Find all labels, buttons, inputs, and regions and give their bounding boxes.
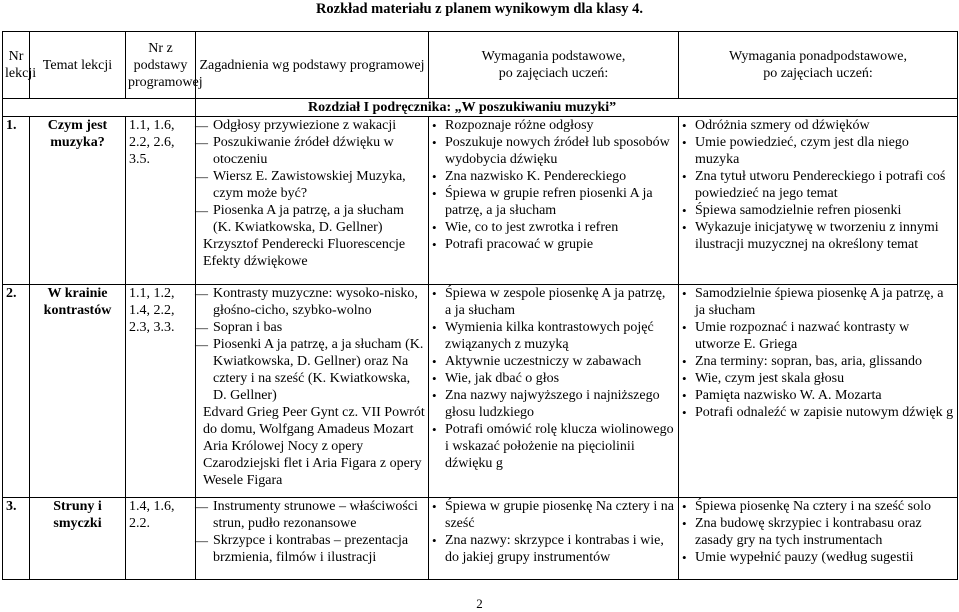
requirement-item: • Śpiewa samodzielnie refren piosenki [682, 202, 954, 219]
requirement-item: • Umie wypełnić pauzy (według sugestii [682, 549, 954, 566]
requirement-item: • Umie powiedzieć, czym jest dla niego muzyka [682, 134, 954, 168]
basic-requirements-list [432, 498, 675, 566]
topics-list [199, 117, 425, 270]
topic-item: — Piosenka A ja patrzę, a ja słucham (K. Kwiatkowska, D. Gellner) [199, 202, 425, 236]
requirement-item: • Zna tytuł utworu Pendereckiego i potrafi coś powiedzieć na jego temat [682, 168, 954, 202]
topic-item: Efekty dźwiękowe [203, 254, 308, 269]
requirement-item: • Wie, co to jest zwrotka i refren [432, 219, 675, 236]
basic-requirements-cell [429, 117, 679, 285]
requirement-item: • Zna budowę skrzypiec i kontrabasu oraz zasady gry na tych instrumentach [682, 515, 954, 549]
section-row [3, 99, 958, 117]
lesson-number-cell: 3. [3, 498, 30, 580]
lesson-plan-table [2, 31, 958, 580]
topics-list [199, 285, 425, 489]
table-row [3, 498, 958, 580]
advanced-requirements-cell [679, 117, 958, 285]
topic-item: — Kontrasty muzyczne: wysoko-nisko, głośno-cicho, szybko-wolno [199, 285, 425, 319]
basic-requirements-cell [429, 285, 679, 498]
topics-list [199, 498, 425, 566]
header-row [3, 32, 958, 99]
requirement-item: • Zna nazwisko K. Pendereckiego [432, 168, 675, 185]
requirement-item: • Śpiewa piosenkę Na cztery i na sześć solo [682, 498, 954, 515]
advanced-requirements-list [682, 285, 954, 421]
header-podstawowe [429, 32, 679, 99]
document-title: Rozkład materiału z planem wynikowym dla klasy 4. [315, 1, 644, 17]
header-podstawowe-line2: po zajęciach uczeń: [498, 66, 609, 81]
topics-cell [196, 498, 429, 580]
requirement-item: • Umie rozpoznać i nazwać kontrasty w utworze E. Griega [682, 319, 954, 353]
program-reference-cell: 1.1, 1.2, 1.4, 2.2, 2.3, 3.3. [126, 285, 196, 498]
topic-item: Edvard Grieg Peer Gynt cz. VII Powrót do domu, Wolfgang Amadeus Mozart Aria Królowej Nocy z opery Czarodziejski flet i Aria Figara z opery Wesele Figara [203, 405, 425, 488]
basic-requirements-list [432, 285, 675, 472]
requirement-item: • Odróżnia szmery od dźwięków [682, 117, 954, 134]
header-ponad-line2: po zajęciach uczeń: [763, 66, 873, 81]
requirement-item: • Śpiewa w zespole piosenkę A ja patrzę, a ja słucham [432, 285, 675, 319]
requirement-item: • Wie, czym jest skala głosu [682, 370, 954, 387]
topic-item: — Sopran i bas [199, 319, 425, 336]
advanced-requirements-list [682, 117, 954, 253]
topic-item: — Poszukiwanie źródeł dźwięku w otoczeniu [199, 134, 425, 168]
header-nr-lekcji: Nr lekcji [3, 32, 30, 99]
requirement-item: • Potrafi pracować w grupie [432, 236, 675, 253]
requirement-item: • Poszukuje nowych źródeł lub sposobów wydobycia dźwięku [432, 134, 675, 168]
program-reference-cell: 1.1, 1.6, 2.2, 2.6, 3.5. [126, 117, 196, 285]
topic-item: — Wiersz E. Zawistowskiej Muzyka, czym może być? [199, 168, 425, 202]
requirement-item: • Wymienia kilka kontrastowych pojęć związanych z muzyką [432, 319, 675, 353]
advanced-requirements-cell [679, 498, 958, 580]
requirement-item: • Wie, jak dbać o głos [432, 370, 675, 387]
lesson-number-cell: 1. [3, 117, 30, 285]
header-podstawowe-line1: Wymagania podstawowe, [481, 49, 626, 64]
basic-requirements-cell [429, 498, 679, 580]
header-ponad-line1: Wymagania ponadpodstawowe, [729, 49, 907, 64]
section-title: Rozdział I podręcznika: „W poszukiwaniu muzyki” [196, 99, 958, 117]
table-row [3, 117, 958, 285]
requirement-item: • Potrafi odnaleźć w zapisie nutowym dźwięk g [682, 404, 954, 421]
advanced-requirements-list [682, 498, 954, 566]
topic-item: — Skrzypce i kontrabas – prezentacja brzmienia, filmów i ilustracji [199, 532, 425, 566]
topics-cell [196, 117, 429, 285]
topic-item: — Instrumenty strunowe – właściwości strun, pudło rezonansowe [199, 498, 425, 532]
header-nr-programu: Nr z podstawy programowej [126, 32, 196, 99]
advanced-requirements-cell [679, 285, 958, 498]
page-number: 2 [476, 596, 483, 611]
lesson-topic-cell: W krainie kontrastów [30, 285, 126, 498]
topics-cell [196, 285, 429, 498]
requirement-item: • Aktywnie uczestniczy w zabawach [432, 353, 675, 370]
requirement-item: • Śpiewa w grupie refren piosenki A ja patrzę, a ja słucham [432, 185, 675, 219]
requirement-item: • Potrafi omówić rolę klucza wiolinowego i wskazać położenie na pięciolinii dźwięku g [432, 421, 675, 472]
header-zagadnienia: Zagadnienia wg podstawy programowej [196, 32, 429, 99]
program-reference-cell: 1.4, 1.6, 2.2. [126, 498, 196, 580]
topic-item: — Piosenki A ja patrzę, a ja słucham (K. Kwiatkowska, D. Gellner) oraz Na cztery i na sześć (K. Kwiatkowska, D. Gellner) [199, 336, 425, 404]
topic-item: Krzysztof Penderecki Fluorescencje [203, 237, 406, 252]
header-ponadpodstawowe [679, 32, 958, 99]
basic-requirements-list [432, 117, 675, 253]
requirement-item: • Śpiewa w grupie piosenkę Na cztery i na sześć [432, 498, 675, 532]
lesson-topic-cell: Czym jest muzyka? [30, 117, 126, 285]
table-row [3, 285, 958, 498]
lesson-number-cell: 2. [3, 285, 30, 498]
requirement-item: • Rozpoznaje różne odgłosy [432, 117, 675, 134]
lesson-topic-cell: Struny i smyczki [30, 498, 126, 580]
requirement-item: • Zna nazwy najwyższego i najniższego głosu ludzkiego [432, 387, 675, 421]
requirement-item: • Pamięta nazwisko W. A. Mozarta [682, 387, 954, 404]
requirement-item: • Zna terminy: sopran, bas, aria, glissando [682, 353, 954, 370]
requirement-item: • Samodzielnie śpiewa piosenkę A ja patrzę, a ja słucham [682, 285, 954, 319]
requirement-item: • Zna nazwy: skrzypce i kontrabas i wie, do jakiej grupy instrumentów [432, 532, 675, 566]
requirement-item: • Wykazuje inicjatywę w tworzeniu z innymi ilustracji muzycznej na określony temat [682, 219, 954, 253]
header-temat: Temat lekcji [30, 32, 126, 99]
topic-item: — Odgłosy przywiezione z wakacji [199, 117, 425, 134]
